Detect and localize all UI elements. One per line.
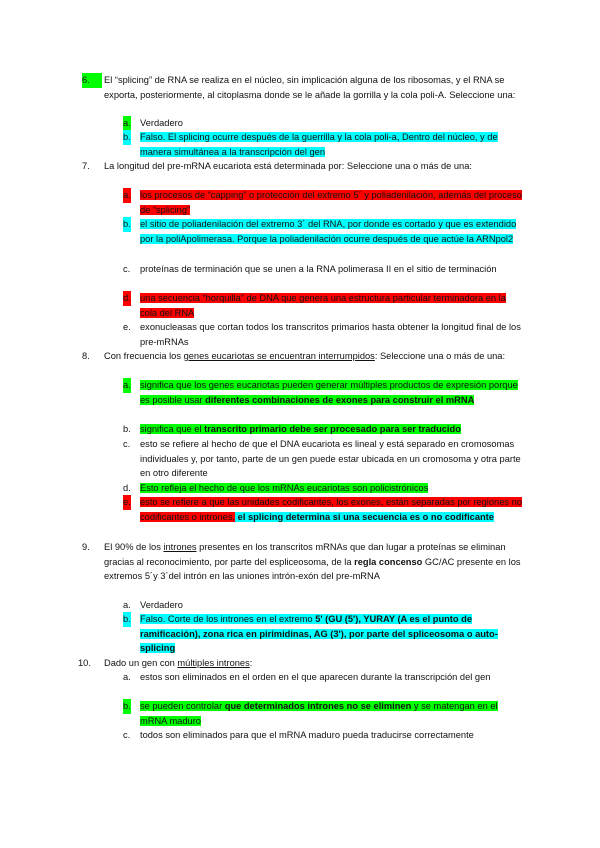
question-text: Dado un gen con (104, 658, 178, 668)
question-text-tail: : (249, 658, 253, 668)
option-explanation: El splicing ocurre después de la guerrilla y la cola poli-a, Dentro del núcleo, y de manera simultánea a la transcripción del gen (140, 132, 498, 157)
question-text-bold: regla concenso (354, 556, 423, 567)
option-letter: a. (123, 672, 131, 682)
option-letter: a. (123, 116, 131, 131)
question-text: El “splicing” de RNA se realiza en el núcleo, sin implicación alguna de los ribosomas, y el RNA se exporta, posteriormente, al citoplasma donde se le añade la gorrilla y la cola poli-A. Seleccione una: (104, 75, 516, 100)
option-text: proteínas de terminación que se unen a la RNA polimerasa II en el sitio de terminación (140, 264, 497, 274)
question-9-option-b (123, 612, 525, 656)
question-number: 8. (82, 351, 90, 361)
question-10-option-b (123, 699, 525, 728)
question-7-option-e (123, 320, 525, 349)
question-6 (82, 73, 524, 102)
question-8-option-c (123, 437, 525, 481)
option-text: el sitio de poliadenilación del extremo 3´ del RNA, por donde es cortado y que es extendido por la poliApolimerasa. (140, 219, 517, 244)
option-text-highlight (140, 219, 516, 244)
option-text: todos son eliminados para que el mRNA maduro pueda traducirse correctamente (140, 730, 474, 740)
option-text: esto se refiere al hecho de que el DNA eucariota es lineal y está separado en cromosomas individuales y, por tanto, parte de un gen puede estar ubicada en un cromosoma y otra parte en otro diferente (140, 439, 521, 478)
option-text: una secuencia “horquilla” de DNA que genera una estructura particular terminadora en la cola del RNA (140, 293, 506, 318)
question-text-underlined: intrones (163, 542, 197, 552)
option-text-tail: y se matengan en el mRNA maduro (140, 701, 498, 726)
question-text: La longitud del pre-mRNA eucariota está determinada por: Seleccione una o más de una: (104, 161, 472, 171)
question-number: 10. (78, 658, 91, 668)
question-number: 6. (82, 73, 102, 88)
option-text-highlight (140, 132, 498, 157)
option-text: se pueden controlar (140, 701, 225, 711)
option-text: significa que el (140, 424, 205, 434)
question-8-option-a (123, 378, 525, 407)
option-explanation: Porque la poliadenilación ocurre después de que actúe la ARNpol2 (234, 233, 514, 244)
question-text: Con frecuencia los (104, 351, 184, 361)
question-9 (82, 540, 524, 584)
option-letter: a. (123, 188, 131, 203)
option-text: esto se refiere a que las unidades codificantes, los exones, están separadas por regiones no codificantes o intrones, (140, 497, 522, 522)
option-letter: a. (123, 378, 131, 393)
question-8-option-e (123, 495, 525, 524)
question-10 (78, 656, 524, 671)
question-8 (82, 349, 524, 364)
option-text: exonucleasas que cortan todos los transcritos primarios hasta obtener la longitud final de los pre-mRNAs (140, 322, 521, 347)
option-text: Verdadero (140, 118, 183, 128)
question-number: 9. (82, 542, 90, 552)
question-10-option-c (123, 728, 525, 743)
question-8-option-d (123, 481, 525, 496)
question-text-tail: GC/AC presente en los extremos 5´y 3´del intrón en las uniones intrón-exón del pre-mRNA (104, 556, 521, 581)
option-letter: b. (123, 130, 131, 145)
option-text: significa que los genes eucariotas pueden generar múltiples productos de expresión porque es posible usar (140, 380, 518, 405)
option-text: Verdadero (140, 600, 183, 610)
option-letter: c. (123, 730, 131, 740)
option-text-bold: que determinados intrones no se eliminen (224, 701, 412, 711)
question-6-option-a (123, 116, 525, 131)
question-7-option-c (123, 262, 525, 277)
option-letter: c. (123, 439, 131, 449)
option-explanation-bold: el splicing determina si una secuencia es o no codificante (235, 511, 494, 522)
question-text-underlined: genes eucariotas se encuentran interrumpidos (183, 351, 375, 361)
option-letter: e. (123, 495, 131, 510)
option-text-highlight (140, 497, 522, 522)
option-text: Esto refleja el hecho de que los mRNAs eucariotas son policistrónicos (140, 483, 429, 493)
option-letter: b. (123, 217, 131, 232)
option-text-bold: transcrito primario debe ser procesado para ser traducido (204, 424, 461, 434)
option-letter: b. (123, 424, 131, 434)
question-text-mid: presentes en los transcritos mRNAs que dan lugar a proteínas se eliminan gracias al reconocimiento, por parte del espliceosoma, de la (104, 542, 506, 567)
option-letter: d. (123, 483, 131, 493)
question-text-underlined: múltiples intrones (177, 658, 250, 668)
option-text-bold: 5' (GU (5'), YURAY (A es el punto de ramificación), zona rica en pirimidinas, AG (3'), por parte del spliceosoma o auto-splicing (140, 614, 498, 653)
option-letter: e. (123, 322, 131, 332)
option-letter: b. (123, 699, 131, 714)
option-text-highlight (140, 701, 498, 726)
question-8-option-b (123, 422, 525, 437)
option-letter: a. (123, 600, 131, 610)
question-7-option-a (123, 188, 525, 217)
option-text-highlight (140, 380, 518, 405)
question-7-option-d (123, 291, 525, 320)
question-text: El 90% de los (104, 542, 164, 552)
question-9-option-a (123, 598, 525, 613)
question-7-option-b (123, 217, 525, 246)
option-letter: d. (123, 291, 131, 306)
question-7 (82, 159, 524, 174)
option-text-highlight (140, 424, 461, 434)
option-text: Corte de los intrones en el extremo (165, 614, 316, 624)
option-text: estos son eliminados en el orden en el que aparecen durante la transcripción del gen (140, 672, 491, 682)
question-10-option-a (123, 670, 525, 685)
option-answer-word: Falso. (140, 614, 166, 624)
question-number: 7. (82, 161, 90, 171)
option-text-bold: diferentes combinaciones de exones para construir el mRNA (205, 394, 475, 405)
option-letter: b. (123, 612, 131, 627)
option-text: los procesos de “capping” o protección del extremo 5´ y poliadenilación, además del proceso de “splicing” (140, 190, 522, 215)
option-letter: c. (123, 264, 131, 274)
option-text-highlight (140, 614, 498, 653)
option-answer-word: Falso. (140, 132, 166, 142)
question-text-tail: : Seleccione una o más de una: (374, 351, 506, 361)
question-6-option-b (123, 130, 525, 159)
